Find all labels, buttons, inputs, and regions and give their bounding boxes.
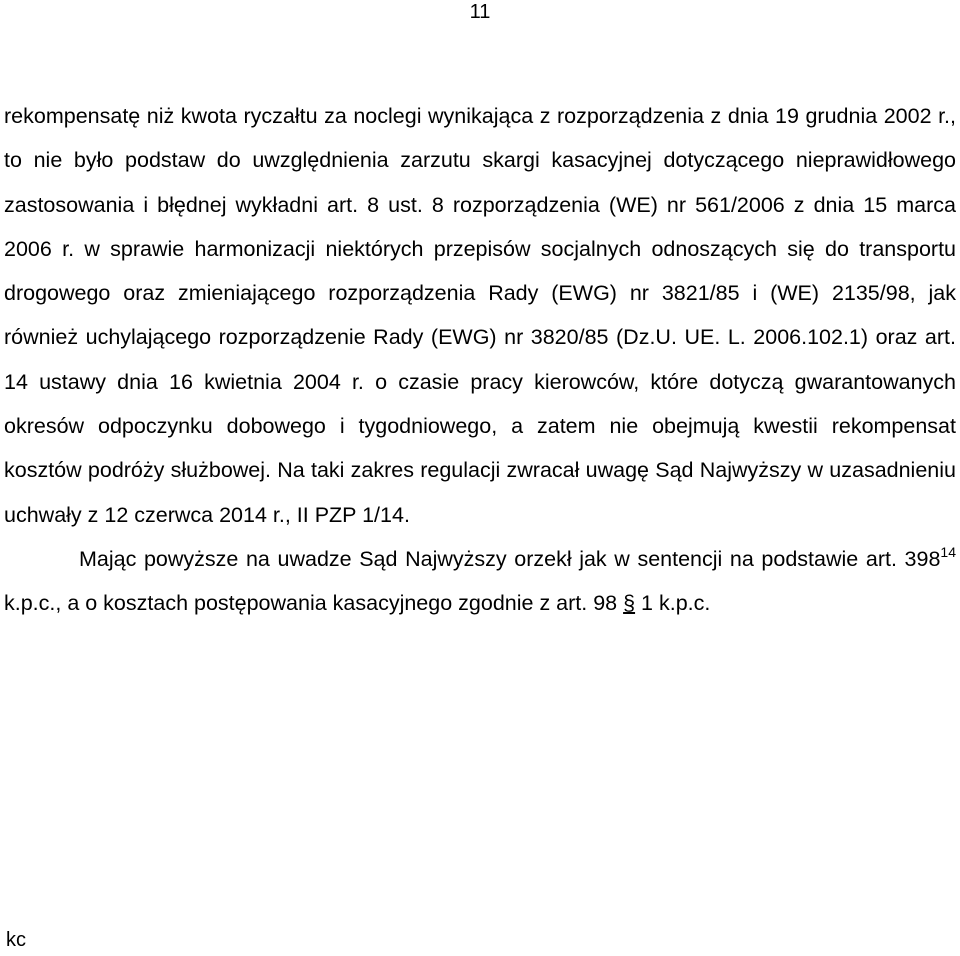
ruling-text-middle: k.p.c., a o kosztach postępowania kasacyjnego zgodnie z art. 98 bbox=[4, 591, 624, 616]
document-body bbox=[4, 94, 956, 626]
author-initials: kc bbox=[6, 929, 26, 951]
paragraph-reasoning: rekompensatę niż kwota ryczałtu za noclegi wynikająca z rozporządzenia z dnia 19 grudnia 2002 r., to nie było podstaw do uwzględnienia zarzutu skargi kasacyjnej dotyczącego nieprawidłowego zastosowania i błędnej wykładni art. 8 ust. 8 rozporządzenia (WE) nr 561/2006 z dnia 15 marca 2006 r. w sprawie harmonizacji niektórych przepisów socjalnych odnoszących się do transportu drogowego oraz zmieniającego rozporządzenia Rady (EWG) nr 3821/85 i (WE) 2135/98, jak również uchylającego rozporządzenie Rady (EWG) nr 3820/85 (Dz.U. UE. L. 2006.102.1) oraz art. 14 ustawy dnia 16 kwietnia 2004 r. o czasie pracy kierowców, które dotyczą gwarantowanych okresów odpoczynku dobowego i tygodniowego, a zatem nie obejmują kwestii rekompensat kosztów podróży służbowej. Na taki zakres regulacji zwracał uwagę Sąd Najwyższy w uzasadnieniu uchwały z 12 czerwca 2014 r., II PZP 1/14. bbox=[4, 104, 956, 527]
ruling-text-start: Mając powyższe na uwadze Sąd Najwyższy orzekł jak w sentencji na podstawie art. 398 bbox=[79, 546, 941, 571]
paragraph-ruling bbox=[4, 537, 956, 626]
section-sign: § bbox=[623, 591, 636, 616]
ruling-text-end: 1 k.p.c. bbox=[635, 591, 711, 616]
article-superscript: 14 bbox=[940, 543, 956, 560]
page-number: 11 bbox=[469, 1, 491, 23]
